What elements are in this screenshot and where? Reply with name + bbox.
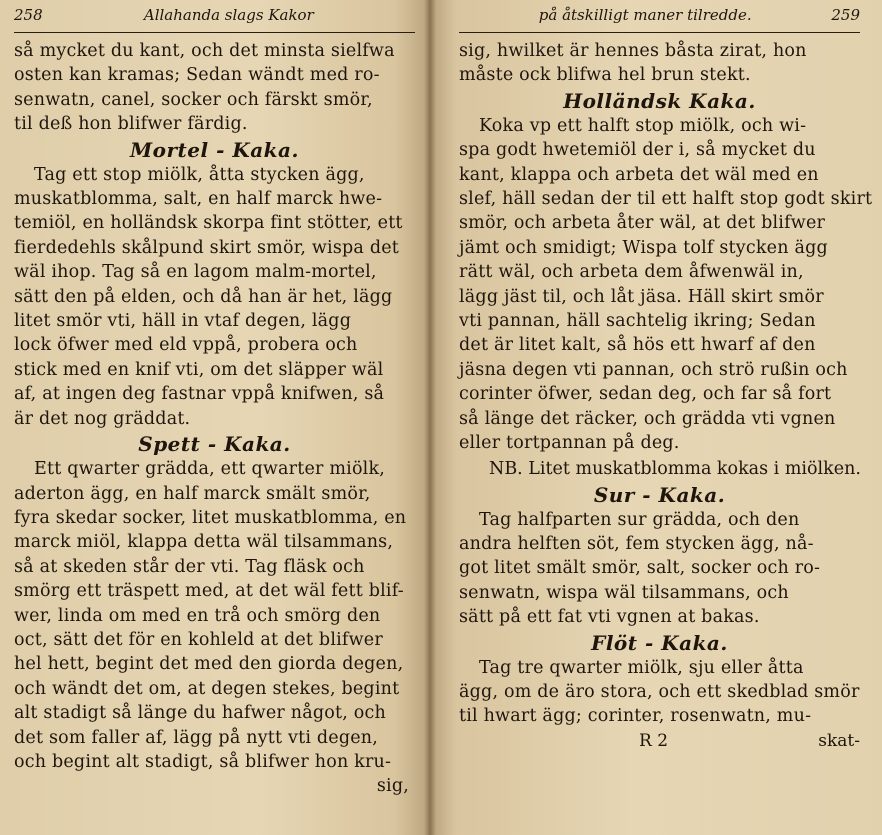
page-footer	[459, 729, 860, 753]
text-line: osten kan kramas; Sedan wändt med ro-	[14, 65, 380, 86]
text-line: smör, och arbeta åter wäl, at det blifwer	[459, 213, 826, 234]
text-line: sätt på ett fat vti vgnen at bakas.	[459, 607, 760, 628]
text-line: måste ock blifwa hel brun stekt.	[459, 65, 751, 86]
text-line: senwatn, wispa wäl tilsammans, och	[459, 582, 789, 603]
text-line: stick med en knif vti, om det släpper wäl	[14, 359, 384, 380]
text-line: til deß hon blifwer färdig.	[14, 114, 248, 135]
text-line: så at skeden står der vti. Tag fläsk och	[14, 556, 365, 577]
right-page	[429, 0, 882, 835]
text-line: hel hett, begint det med den giorda degen,	[14, 654, 404, 675]
text-line: så länge det räcker, och grädda vti vgnen	[459, 408, 836, 429]
text-line: sig, hwilket är hennes båsta zirat, hon	[459, 41, 807, 61]
text-line: alt stadigt så länge du hafwer något, och	[14, 703, 386, 724]
nota-bene-line: NB. Litet muskatblomma kokas i miölken.	[489, 458, 861, 479]
text-line: lägg jäst til, och låt jäsa. Häll skirt smör	[459, 286, 824, 307]
text-line: eller tortpannan på deg.	[459, 433, 680, 454]
text-line: spa godt hwetemiöl der i, så mycket du	[459, 140, 816, 161]
text-line: til hwart ägg; corinter, rosenwatn, mu-	[459, 706, 812, 727]
text-line: och wändt det om, at degen stekes, begint	[14, 678, 400, 699]
text-line: kant, klappa och arbeta det wäl med en	[459, 164, 819, 185]
signature-mark: R 2	[639, 730, 669, 751]
text-line: lock öfwer med eld vppå, probera och	[14, 335, 358, 356]
recipe-heading-flot: Flöt - Kaka.	[591, 630, 728, 655]
right-running-head	[459, 6, 860, 28]
recipe-heading-mortel: Mortel - Kaka.	[130, 137, 299, 162]
recipe-heading-hollandsk: Holländsk Kaka.	[563, 88, 756, 113]
text-line: muskatblomma, salt, en half marck hwe-	[14, 189, 383, 210]
text-line: är det nog gräddat.	[14, 408, 191, 429]
text-line: Ett qwarter grädda, ett qwarter miölk,	[34, 459, 386, 480]
recipe-heading-sur: Sur - Kaka.	[593, 482, 726, 507]
recipe-heading-spett: Spett - Kaka.	[138, 432, 291, 457]
text-line: wäl ihop. Tag så en lagom malm-mortel,	[14, 262, 377, 283]
left-running-head	[14, 6, 415, 28]
text-line: det är litet kalt, så hös ett hwarf af den	[459, 335, 816, 356]
text-line: rätt wäl, och arbeta dem åfwenwäl in,	[459, 262, 804, 283]
text-line: oct, sätt det för en kohleld at det blifwer	[14, 629, 383, 650]
text-line: af, at ingen deg fastnar vppå knifwen, så	[14, 384, 385, 405]
text-line: ägg, om de äro stora, och ett skedblad smör	[459, 681, 860, 702]
text-line: jämt och smidigt; Wispa tolf stycken ägg	[459, 237, 828, 258]
text-line: vti pannan, häll sachtelig ikring; Sedan	[459, 311, 816, 332]
catchword-left: sig,	[376, 776, 409, 797]
text-line: och begint alt stadigt, så blifwer hon kru-	[14, 751, 392, 772]
text-line: wer, linda om med en trå och smörg den	[14, 605, 381, 626]
text-line: jäsna degen vti pannan, och strö rußin och	[459, 359, 848, 380]
text-line: smörg ett träspett med, at det wäl fett blif-	[14, 581, 404, 602]
text-line: litet smör vti, häll in vtaf degen, lägg	[14, 311, 352, 332]
text-line: slef, häll sedan der til ett halft stop godt skirt	[459, 189, 873, 210]
text-line: fyra skedar socker, litet muskatblomma, en	[14, 507, 407, 528]
left-page-number: 258	[14, 6, 43, 24]
text-line: det som faller af, lägg på nytt vti degen,	[14, 727, 379, 748]
catchword: skat-	[818, 730, 860, 751]
book-gutter	[424, 0, 436, 835]
text-line: Koka vp ett halft stop miölk, och wi-	[479, 115, 807, 136]
text-line: fierdedehls skålpund skirt smör, wispa det	[14, 237, 400, 258]
right-running-title: på åtskilligt maner tilredde.	[538, 6, 752, 24]
left-page	[0, 0, 429, 835]
text-line: Tag halfparten sur grädda, och den	[479, 509, 800, 530]
text-line: så mycket du kant, och det minsta sielfwa	[14, 41, 395, 61]
text-line: andra helften söt, fem stycken ägg, nå-	[459, 533, 814, 554]
text-line: temiöl, en holländsk skorpa fint stötter, ett	[14, 213, 403, 234]
text-line: got litet smält smör, salt, socker och ro-	[459, 558, 821, 579]
left-head-rule	[14, 32, 415, 33]
right-head-rule	[459, 32, 860, 33]
right-page-number: 259	[831, 6, 860, 24]
text-line: aderton ägg, en half marck smält smör,	[14, 483, 371, 504]
text-line: Tag ett stop miölk, åtta stycken ägg,	[34, 164, 365, 185]
left-running-title: Allahanda slags Kakor	[143, 6, 314, 24]
text-line: senwatn, canel, socker och färskt smör,	[14, 89, 373, 110]
text-line: Tag tre qwarter miölk, sju eller åtta	[479, 657, 804, 678]
text-line: sätt den på elden, och då han är het, lägg	[14, 286, 393, 307]
text-line: marck miöl, klappa detta wäl tilsammans,	[14, 532, 394, 553]
text-line: corinter öfwer, sedan deg, och far så fort	[459, 384, 832, 405]
